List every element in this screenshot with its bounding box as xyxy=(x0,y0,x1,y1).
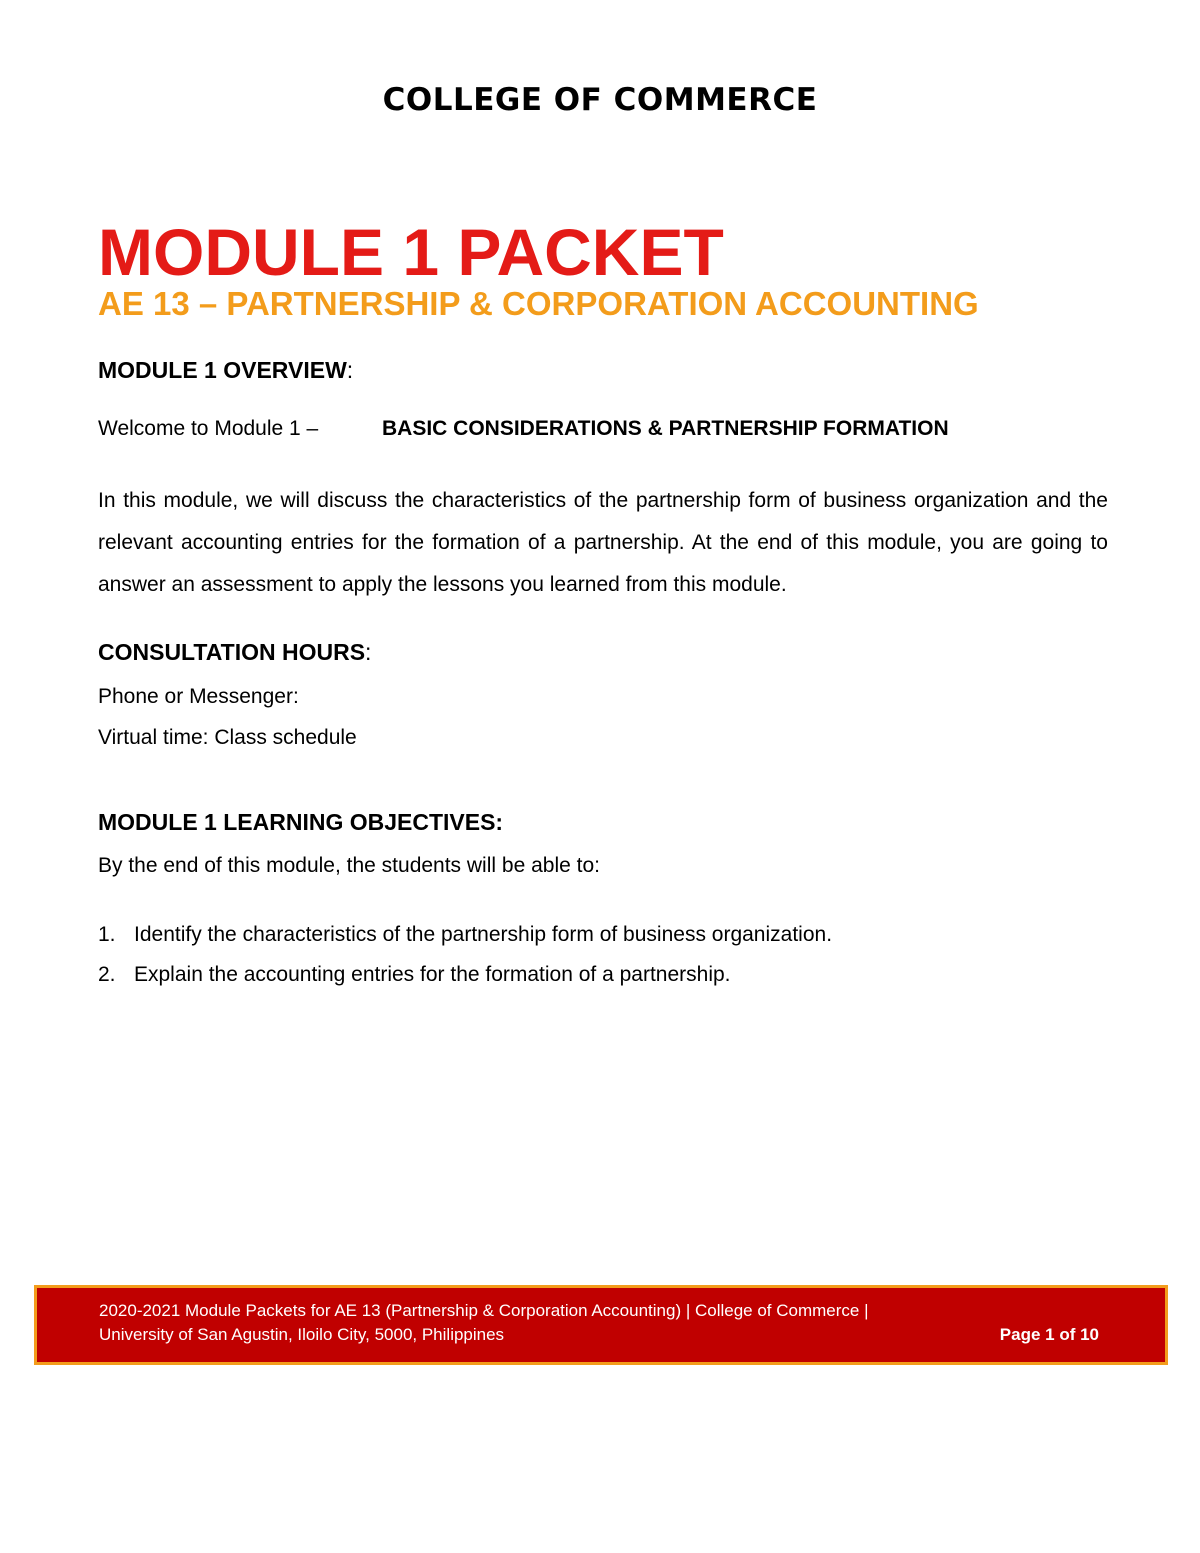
footer-line-1: 2020-2021 Module Packets for AE 13 (Partnership & Corporation Accounting) | College of Commerce | xyxy=(99,1301,869,1320)
page-footer xyxy=(34,1285,1168,1365)
objective-text: Explain the accounting entries for the formation of a partnership. xyxy=(134,963,731,986)
footer-line-2: University of San Agustin, Iloilo City, 5000, Philippines xyxy=(99,1325,505,1344)
college-heading: COLLEGE OF COMMERCE xyxy=(382,82,818,118)
objective-item xyxy=(98,920,832,960)
objectives-intro: By the end of this module, the students will be able to: xyxy=(98,854,600,877)
welcome-prefix: Welcome to Module 1 – xyxy=(98,417,319,440)
overview-heading-colon: : xyxy=(346,357,354,383)
overview-heading xyxy=(98,355,353,385)
consultation-heading-text: CONSULTATION HOURS xyxy=(98,639,366,665)
objective-number: 2. xyxy=(98,963,116,986)
consultation-phone: Phone or Messenger: xyxy=(98,685,299,708)
overview-heading-text: MODULE 1 OVERVIEW xyxy=(98,357,347,383)
welcome-module-title: BASIC CONSIDERATIONS & PARTNERSHIP FORMATION xyxy=(382,417,949,440)
course-title: AE 13 – PARTNERSHIP & CORPORATION ACCOUNTING xyxy=(98,285,979,322)
module-title: MODULE 1 PACKET xyxy=(98,215,724,289)
overview-paragraph: In this module, we will discuss the characteristics of the partnership form of business organization and the relevant accounting entries for the formation of a partnership. At the end of this module, you are going to answer an assessment to apply the lessons you learned from this module. xyxy=(98,489,1108,596)
objective-text: Identify the characteristics of the partnership form of business organization. xyxy=(134,923,833,946)
page-number: Page 1 of 10 xyxy=(999,1325,1099,1344)
objectives-list xyxy=(98,920,832,1000)
consultation-heading-colon: : xyxy=(365,639,372,665)
objectives-heading: MODULE 1 LEARNING OBJECTIVES: xyxy=(98,809,504,835)
objective-number: 1. xyxy=(98,923,116,946)
consultation-heading xyxy=(98,637,371,667)
consultation-virtual: Virtual time: Class schedule xyxy=(98,726,357,749)
objective-item xyxy=(98,960,832,1000)
